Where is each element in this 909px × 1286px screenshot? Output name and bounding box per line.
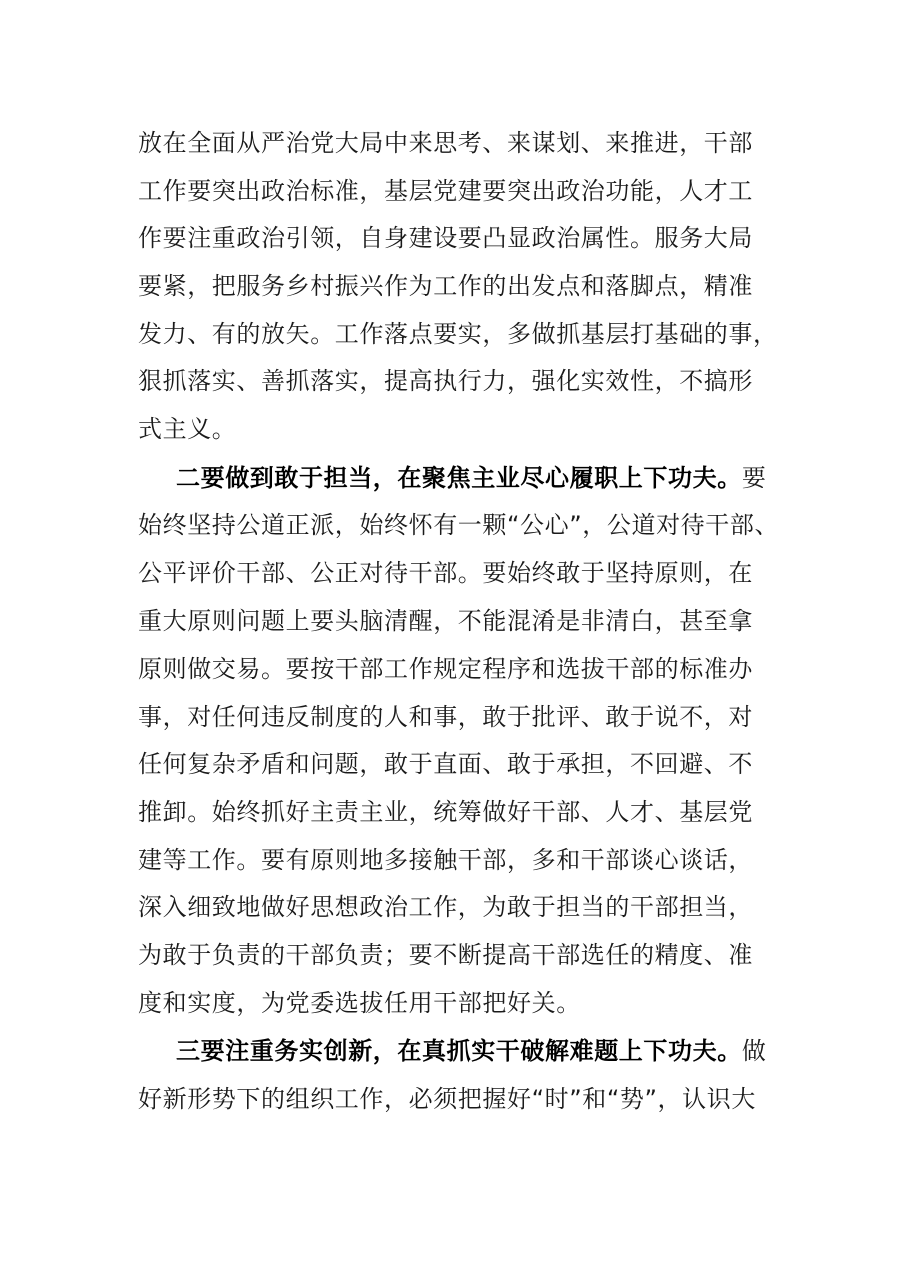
paragraph-1-line-3: 作要注重政治引领，自身建设要凸显政治属性。服务大局: [138, 224, 753, 252]
paragraph-2-line-9: 深入细致地做好思想政治工作，为敢于担当的干部担当，: [138, 893, 753, 921]
paragraph-2-line-3: 重大原则问题上要头脑清醒，不能混淆是非清白，甚至拿: [138, 607, 753, 635]
paragraph-2-line-7: 推卸。始终抓好主责主业，统筹做好干部、人才、基层党: [138, 798, 753, 826]
paragraph-3-first-line-rest: 做: [741, 1037, 767, 1065]
paragraph-2-first-line: [176, 456, 816, 500]
paragraph-1-line-2: 工作要突出政治标准，基层党建要突出政治功能，人才工: [138, 177, 753, 205]
paragraph-2-line-10: 为敢于负责的干部负责；要不断提高干部选任的精度、准: [138, 941, 753, 969]
paragraph-1-line-7: 式主义。: [138, 415, 237, 443]
paragraph-1-line-1: 放在全面从严治党大局中来思考、来谋划、来推进，干部: [138, 129, 753, 157]
paragraph-2-line-5: 事，对任何违反制度的人和事，敢于批评、敢于说不，对: [138, 703, 753, 731]
paragraph-1-line-6: 狠抓落实、善抓落实，提高执行力，强化实效性，不搞形: [138, 367, 753, 395]
paragraph-2-line-2: 公平评价干部、公正对待干部。要始终敢于坚持原则，在: [138, 559, 753, 587]
paragraph-2-heading: 二要做到敢于担当，在聚焦主业尽心履职上下功夫。: [176, 464, 742, 492]
paragraph-1-line-4: 要紧，把服务乡村振兴作为工作的出发点和落脚点，精准: [138, 272, 753, 300]
paragraph-2-first-line-rest: 要: [741, 464, 767, 492]
paragraph-2-line-1: 始终坚持公道正派，始终怀有一颗“公心”，公道对待干部、: [138, 511, 780, 539]
paragraph-3-first-line: [176, 1029, 816, 1073]
paragraph-2-line-4: 原则做交易。要按干部工作规定程序和选拔干部的标准办: [138, 655, 753, 683]
paragraph-1-line-5: 发力、有的放矢。工作落点要实，多做抓基层打基础的事，: [138, 320, 778, 348]
paragraph-2-line-6: 任何复杂矛盾和问题，敢于直面、敢于承担，不回避、不: [138, 750, 753, 778]
paragraph-3-heading: 三要注重务实创新，在真抓实干破解难题上下功夫。: [176, 1037, 742, 1065]
paragraph-3-line-1: 好新形势下的组织工作，必须把握好“时”和“势”，认识大: [138, 1085, 756, 1113]
paragraph-2-line-11: 度和实度，为党委选拔任用干部把好关。: [138, 989, 581, 1017]
paragraph-2-line-8: 建等工作。要有原则地多接触干部，多和干部谈心谈话，: [138, 846, 753, 874]
